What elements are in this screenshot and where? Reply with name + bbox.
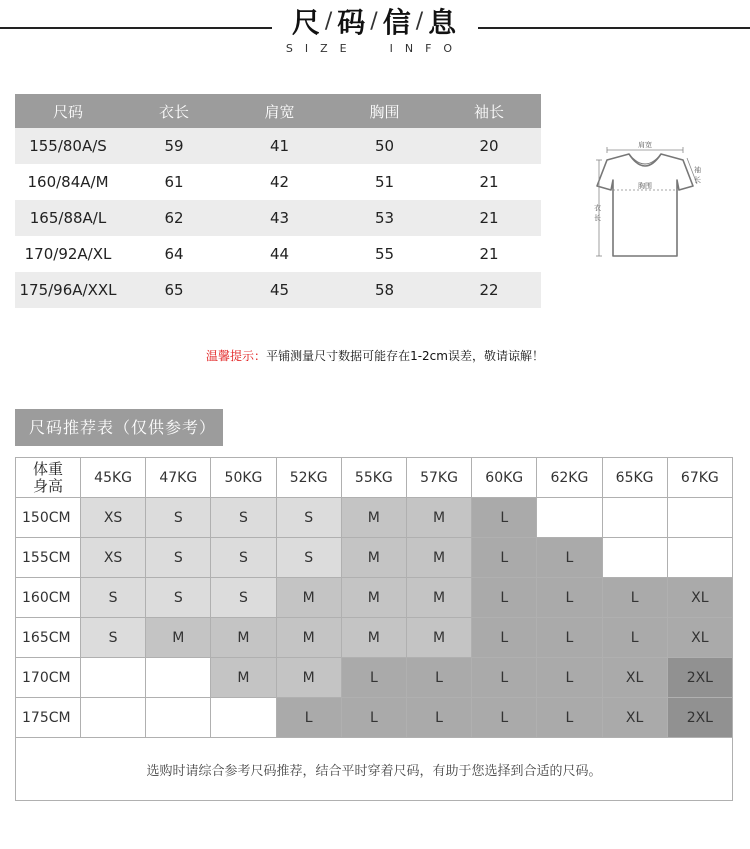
size-cell [667,538,732,578]
size-cell [602,498,667,538]
table-cell: 58 [332,272,437,308]
size-cell: L [602,578,667,618]
length-label-2: 长 [594,214,601,222]
table-row [15,128,541,164]
size-cell: M [341,618,406,658]
weight-header: 50KG [211,458,276,498]
size-cell: 2XL [667,658,732,698]
corner-cell [16,458,81,498]
table-cell: 55 [332,236,437,272]
table-cell: 45 [227,272,332,308]
table-cell: 155/80A/S [15,128,121,164]
corner-weight-label: 体重 [32,459,63,478]
page-subtitle: SIZE INFO [285,42,465,55]
table-cell: 21 [437,200,541,236]
height-label: 160CM [16,578,81,618]
size-cell: L [537,658,602,698]
weight-header: 60KG [472,458,537,498]
size-cell: M [276,578,341,618]
title-char: 尺 [291,6,322,39]
table-cell: 53 [332,200,437,236]
weight-header: 67KG [667,458,732,498]
weight-header-row [16,458,733,498]
note-row [16,738,733,801]
table-cell: 20 [437,128,541,164]
height-label: 170CM [16,658,81,698]
tshirt-measurement-diagram [585,138,705,266]
size-cell: S [211,538,276,578]
weight-header: 62KG [537,458,602,498]
size-cell [146,698,211,738]
measurement-tip [0,347,750,364]
size-cell [146,658,211,698]
size-cell: L [341,698,406,738]
size-table-header [15,94,541,128]
height-label: 165CM [16,618,81,658]
size-cell: M [406,498,471,538]
size-cell: S [276,498,341,538]
table-cell: 51 [332,164,437,200]
size-cell: L [276,698,341,738]
page-title [272,2,478,40]
tip-text: 平铺测量尺寸数据可能存在1-2cm误差，敬请谅解！ [266,349,544,363]
title-separator: / [415,8,426,34]
size-cell: S [81,578,146,618]
size-cell: L [472,578,537,618]
size-cell: L [472,658,537,698]
size-cell: XS [81,538,146,578]
size-cell: M [211,658,276,698]
size-cell: XS [81,498,146,538]
table-row [16,538,733,578]
title-char: 信 [382,6,413,39]
weight-header: 45KG [81,458,146,498]
chest-label: 胸围 [638,182,652,190]
column-header: 肩宽 [227,94,332,128]
header-rule-right [478,27,750,29]
column-header: 衣长 [121,94,227,128]
size-cell: XL [667,578,732,618]
size-cell: S [146,498,211,538]
size-cell: M [146,618,211,658]
weight-header: 65KG [602,458,667,498]
table-cell: 22 [437,272,541,308]
tshirt-icon [597,154,693,256]
size-cell: S [276,538,341,578]
size-cell [211,698,276,738]
corner-height-label: 身高 [32,476,63,495]
table-cell: 65 [121,272,227,308]
table-row [15,200,541,236]
header-rule-left [0,27,272,29]
recommend-title: 尺码推荐表（仅供参考） [15,409,223,446]
size-cell [602,538,667,578]
size-cell: L [341,658,406,698]
size-cell: S [211,578,276,618]
table-row [16,658,733,698]
table-row [15,164,541,200]
table-row [15,236,541,272]
height-label: 175CM [16,698,81,738]
table-cell: 64 [121,236,227,272]
size-cell: S [81,618,146,658]
table-cell: 21 [437,164,541,200]
size-cell: S [146,538,211,578]
size-cell [81,698,146,738]
table-cell: 50 [332,128,437,164]
column-header: 尺码 [15,94,121,128]
size-cell: S [211,498,276,538]
size-cell: S [146,578,211,618]
table-cell: 21 [437,236,541,272]
size-cell: M [406,538,471,578]
table-row [16,618,733,658]
column-header: 胸围 [332,94,437,128]
table-cell: 41 [227,128,332,164]
size-cell [667,498,732,538]
size-cell [81,658,146,698]
table-cell: 42 [227,164,332,200]
size-cell: L [406,658,471,698]
table-cell: 170/92A/XL [15,236,121,272]
title-char: 码 [337,6,368,39]
height-label: 150CM [16,498,81,538]
tip-prefix: 温馨提示： [206,349,267,363]
column-header: 袖长 [437,94,541,128]
size-cell: L [537,698,602,738]
size-table [15,94,541,308]
size-cell: M [406,578,471,618]
table-row [16,578,733,618]
weight-header: 57KG [406,458,471,498]
size-cell: M [406,618,471,658]
size-cell: M [341,578,406,618]
size-cell: M [341,498,406,538]
table-cell: 59 [121,128,227,164]
size-cell: L [472,698,537,738]
table-cell: 175/96A/XXL [15,272,121,308]
title-separator: / [324,8,335,34]
size-cell: M [341,538,406,578]
recommend-table [15,457,733,801]
length-label-1: 衣 [594,204,601,212]
table-row [16,498,733,538]
size-cell [537,498,602,538]
size-cell: L [537,538,602,578]
size-cell: L [472,618,537,658]
sleeve-label-2: 长 [694,176,701,184]
weight-header: 47KG [146,458,211,498]
height-label: 155CM [16,538,81,578]
table-cell: 62 [121,200,227,236]
shoulder-label: 肩宽 [638,141,652,149]
size-cell: XL [602,658,667,698]
table-cell: 44 [227,236,332,272]
size-cell: L [472,538,537,578]
size-cell: XL [602,698,667,738]
size-cell: M [276,618,341,658]
size-cell: L [472,498,537,538]
size-cell: 2XL [667,698,732,738]
size-cell: XL [667,618,732,658]
title-char: 息 [428,6,459,39]
table-cell: 61 [121,164,227,200]
size-cell: L [602,618,667,658]
table-cell: 43 [227,200,332,236]
size-cell: M [211,618,276,658]
size-cell: M [276,658,341,698]
table-cell: 165/88A/L [15,200,121,236]
weight-header: 55KG [341,458,406,498]
title-separator: / [370,8,380,34]
size-cell: L [537,618,602,658]
size-cell: L [537,578,602,618]
sleeve-label-1: 袖 [694,166,701,174]
table-row [16,698,733,738]
weight-header: 52KG [276,458,341,498]
recommend-note: 选购时请综合参考尺码推荐，结合平时穿着尺码，有助于您选择到合适的尺码。 [16,738,733,801]
table-cell: 160/84A/M [15,164,121,200]
size-cell: L [406,698,471,738]
table-row [15,272,541,308]
